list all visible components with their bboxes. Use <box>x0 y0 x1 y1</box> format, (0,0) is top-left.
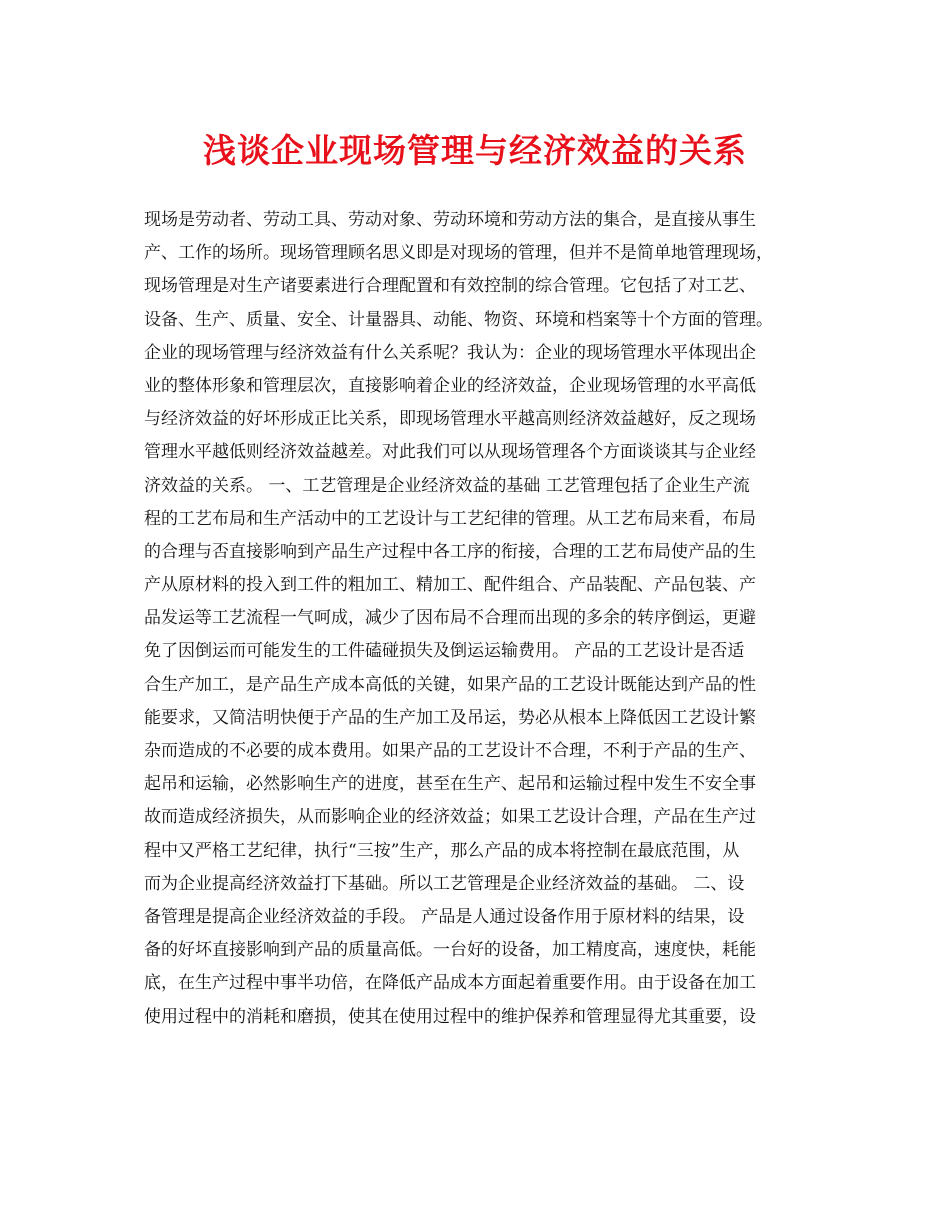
body-line: 程中又严格工艺纪律，执行“三按”生产，那么产品的成本将控制在最底范围，从 <box>144 840 740 861</box>
document-body <box>144 204 808 1034</box>
body-line: 业的整体形象和管理层次，直接影响着企业的经济效益，企业现场管理的水平高低 <box>144 375 756 396</box>
body-line: 设备、生产、质量、安全、计量器具、动能、物资、环境和档案等十个方面的管理。 <box>144 309 773 330</box>
body-line: 管理水平越低则经济效益越差。对此我们可以从现场管理各个方面谈谈其与企业经 <box>144 442 756 463</box>
body-line: 产、工作的场所。现场管理顾名思义即是对现场的管理，但并不是简单地管理现场， <box>144 243 773 264</box>
body-line: 底，在生产过程中事半功倍，在降低产品成本方面起着重要作用。由于设备在加工 <box>144 973 756 994</box>
body-line: 合生产加工，是产品生产成本高低的关键，如果产品的工艺设计既能达到产品的性 <box>144 674 756 695</box>
body-line: 的合理与否直接影响到产品生产过程中各工序的衔接，合理的工艺布局使产品的生 <box>144 541 756 562</box>
body-line: 杂而造成的不必要的成本费用。如果产品的工艺设计不合理，不利于产品的生产、 <box>144 741 756 761</box>
body-line: 企业的现场管理与经济效益有什么关系呢？我认为：企业的现场管理水平体现出企 <box>144 342 756 363</box>
body-line: 能要求，又简洁明快便于产品的生产加工及吊运，势必从根本上降低因工艺设计繁 <box>144 707 756 728</box>
body-line: 故而造成经济损失，从而影响企业的经济效益；如果工艺设计合理，产品在生产过 <box>144 807 756 828</box>
body-line: 免了因倒运而可能发生的工件磕碰损失及倒运运输费用。 产品的工艺设计是否适 <box>144 641 745 662</box>
body-line: 备的好坏直接影响到产品的质量高低。一台好的设备，加工精度高，速度快，耗能 <box>144 940 756 961</box>
body-line: 品发运等工艺流程一气呵成，减少了因布局不合理而出现的多余的转序倒运，更避 <box>144 608 756 629</box>
body-line: 而为企业提高经济效益打下基础。所以工艺管理是企业经济效益的基础。 二、设 <box>144 873 745 894</box>
body-line: 使用过程中的消耗和磨损，使其在使用过程中的维护保养和管理显得尤其重要，设 <box>144 1006 756 1027</box>
body-line: 与经济效益的好坏形成正比关系，即现场管理水平越高则经济效益越好，反之现场 <box>144 409 756 430</box>
body-line: 现场是劳动者、劳动工具、劳动对象、劳动环境和劳动方法的集合，是直接从事生 <box>144 210 756 230</box>
body-line: 起吊和运输，必然影响生产的进度，甚至在生产、起吊和运输过程中发生不安全事 <box>144 774 756 795</box>
body-line: 备管理是提高企业经济效益的手段。 产品是人通过设备作用于原材料的结果，设 <box>144 906 745 927</box>
body-line: 产从原材料的投入到工件的粗加工、精加工、配件组合、产品装配、产品包装、产 <box>144 575 756 596</box>
body-line: 程的工艺布局和生产活动中的工艺设计与工艺纪律的管理。从工艺布局来看，布局 <box>144 508 756 529</box>
body-line: 济效益的关系。 一、工艺管理是企业经济效益的基础 工艺管理包括了企业生产流 <box>144 475 750 496</box>
body-line: 现场管理是对生产诸要素进行合理配置和有效控制的综合管理。它包括了对工艺、 <box>144 276 756 297</box>
document-title: 浅谈企业现场管理与经济效益的关系 <box>203 131 747 170</box>
